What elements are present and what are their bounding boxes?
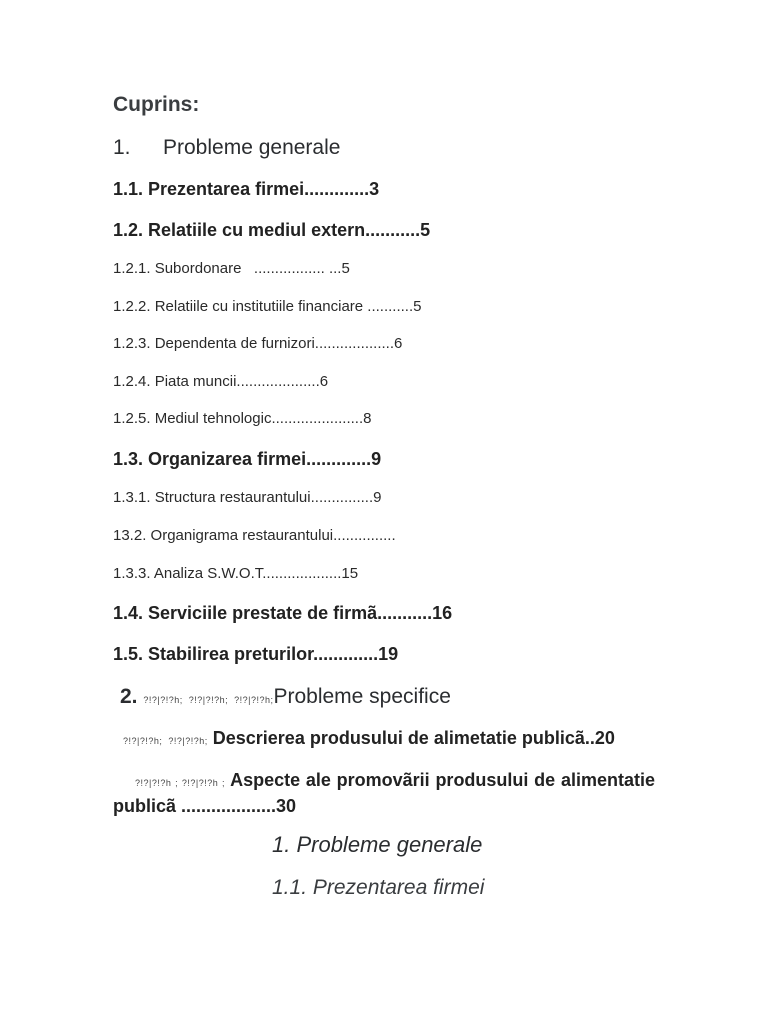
toc-entry: 1.2.1. Subordonare ................. ...5	[113, 260, 350, 277]
toc-entry: 1.3.3. Analiza S.W.O.T...................15	[113, 565, 359, 582]
body-heading: 1. Probleme generale	[272, 832, 483, 857]
toc-entry-2-2-text: Aspecte ale promovãrii produsului de alimentatie publicã ...................30	[113, 770, 655, 816]
toc-entry-2-1	[123, 729, 615, 747]
toc-section-1	[113, 137, 340, 158]
toc-entry-2-2	[113, 769, 655, 818]
toc-section-1-number: 1.	[113, 136, 131, 159]
toc-section-2	[120, 686, 451, 707]
toc-entry: 1.5. Stabilirea preturilor.............19	[113, 644, 399, 664]
toc-garbled-chars: ?!?|?!?h; ?!?|?!?h;	[123, 736, 208, 746]
toc-section-2-number: 2.	[120, 685, 138, 708]
toc-entry: 1.3.1. Structura restaurantului...............9	[113, 489, 382, 506]
toc-entry: 1.2. Relatiile cu mediul extern...........5	[113, 220, 431, 240]
toc-section-1-label: Probleme generale	[163, 136, 341, 159]
body-subheading: 1.1. Prezentarea firmei	[272, 876, 485, 899]
toc-garbled-chars: ?!?|?!?h; ?!?|?!?h; ?!?|?!?h;	[143, 695, 274, 705]
toc-garbled-chars: ?!?|?!?h ; ?!?|?!?h ;	[135, 778, 225, 788]
toc-entry: 1.2.4. Piata muncii....................6	[113, 373, 329, 390]
toc-entry: 1.2.2. Relatiile cu institutiile financiare ...........5	[113, 298, 422, 315]
toc-entry: 1.2.5. Mediul tehnologic......................8	[113, 410, 372, 427]
toc-entry: 13.2. Organigrama restaurantului...............	[113, 527, 396, 544]
toc-entry: 1.4. Serviciile prestate de firmã...........16	[113, 603, 453, 623]
toc-entry: 1.2.3. Dependenta de furnizori...................6	[113, 335, 403, 352]
toc-title: Cuprins:	[113, 93, 200, 116]
toc-entry: 1.1. Prezentarea firmei.............3	[113, 179, 380, 199]
toc-entry-2-1-text: Descrierea produsului de alimetatie publicã..20	[212, 728, 615, 748]
toc-section-2-label: Probleme specifice	[273, 685, 451, 708]
toc-entry: 1.3. Organizarea firmei.............9	[113, 449, 382, 469]
